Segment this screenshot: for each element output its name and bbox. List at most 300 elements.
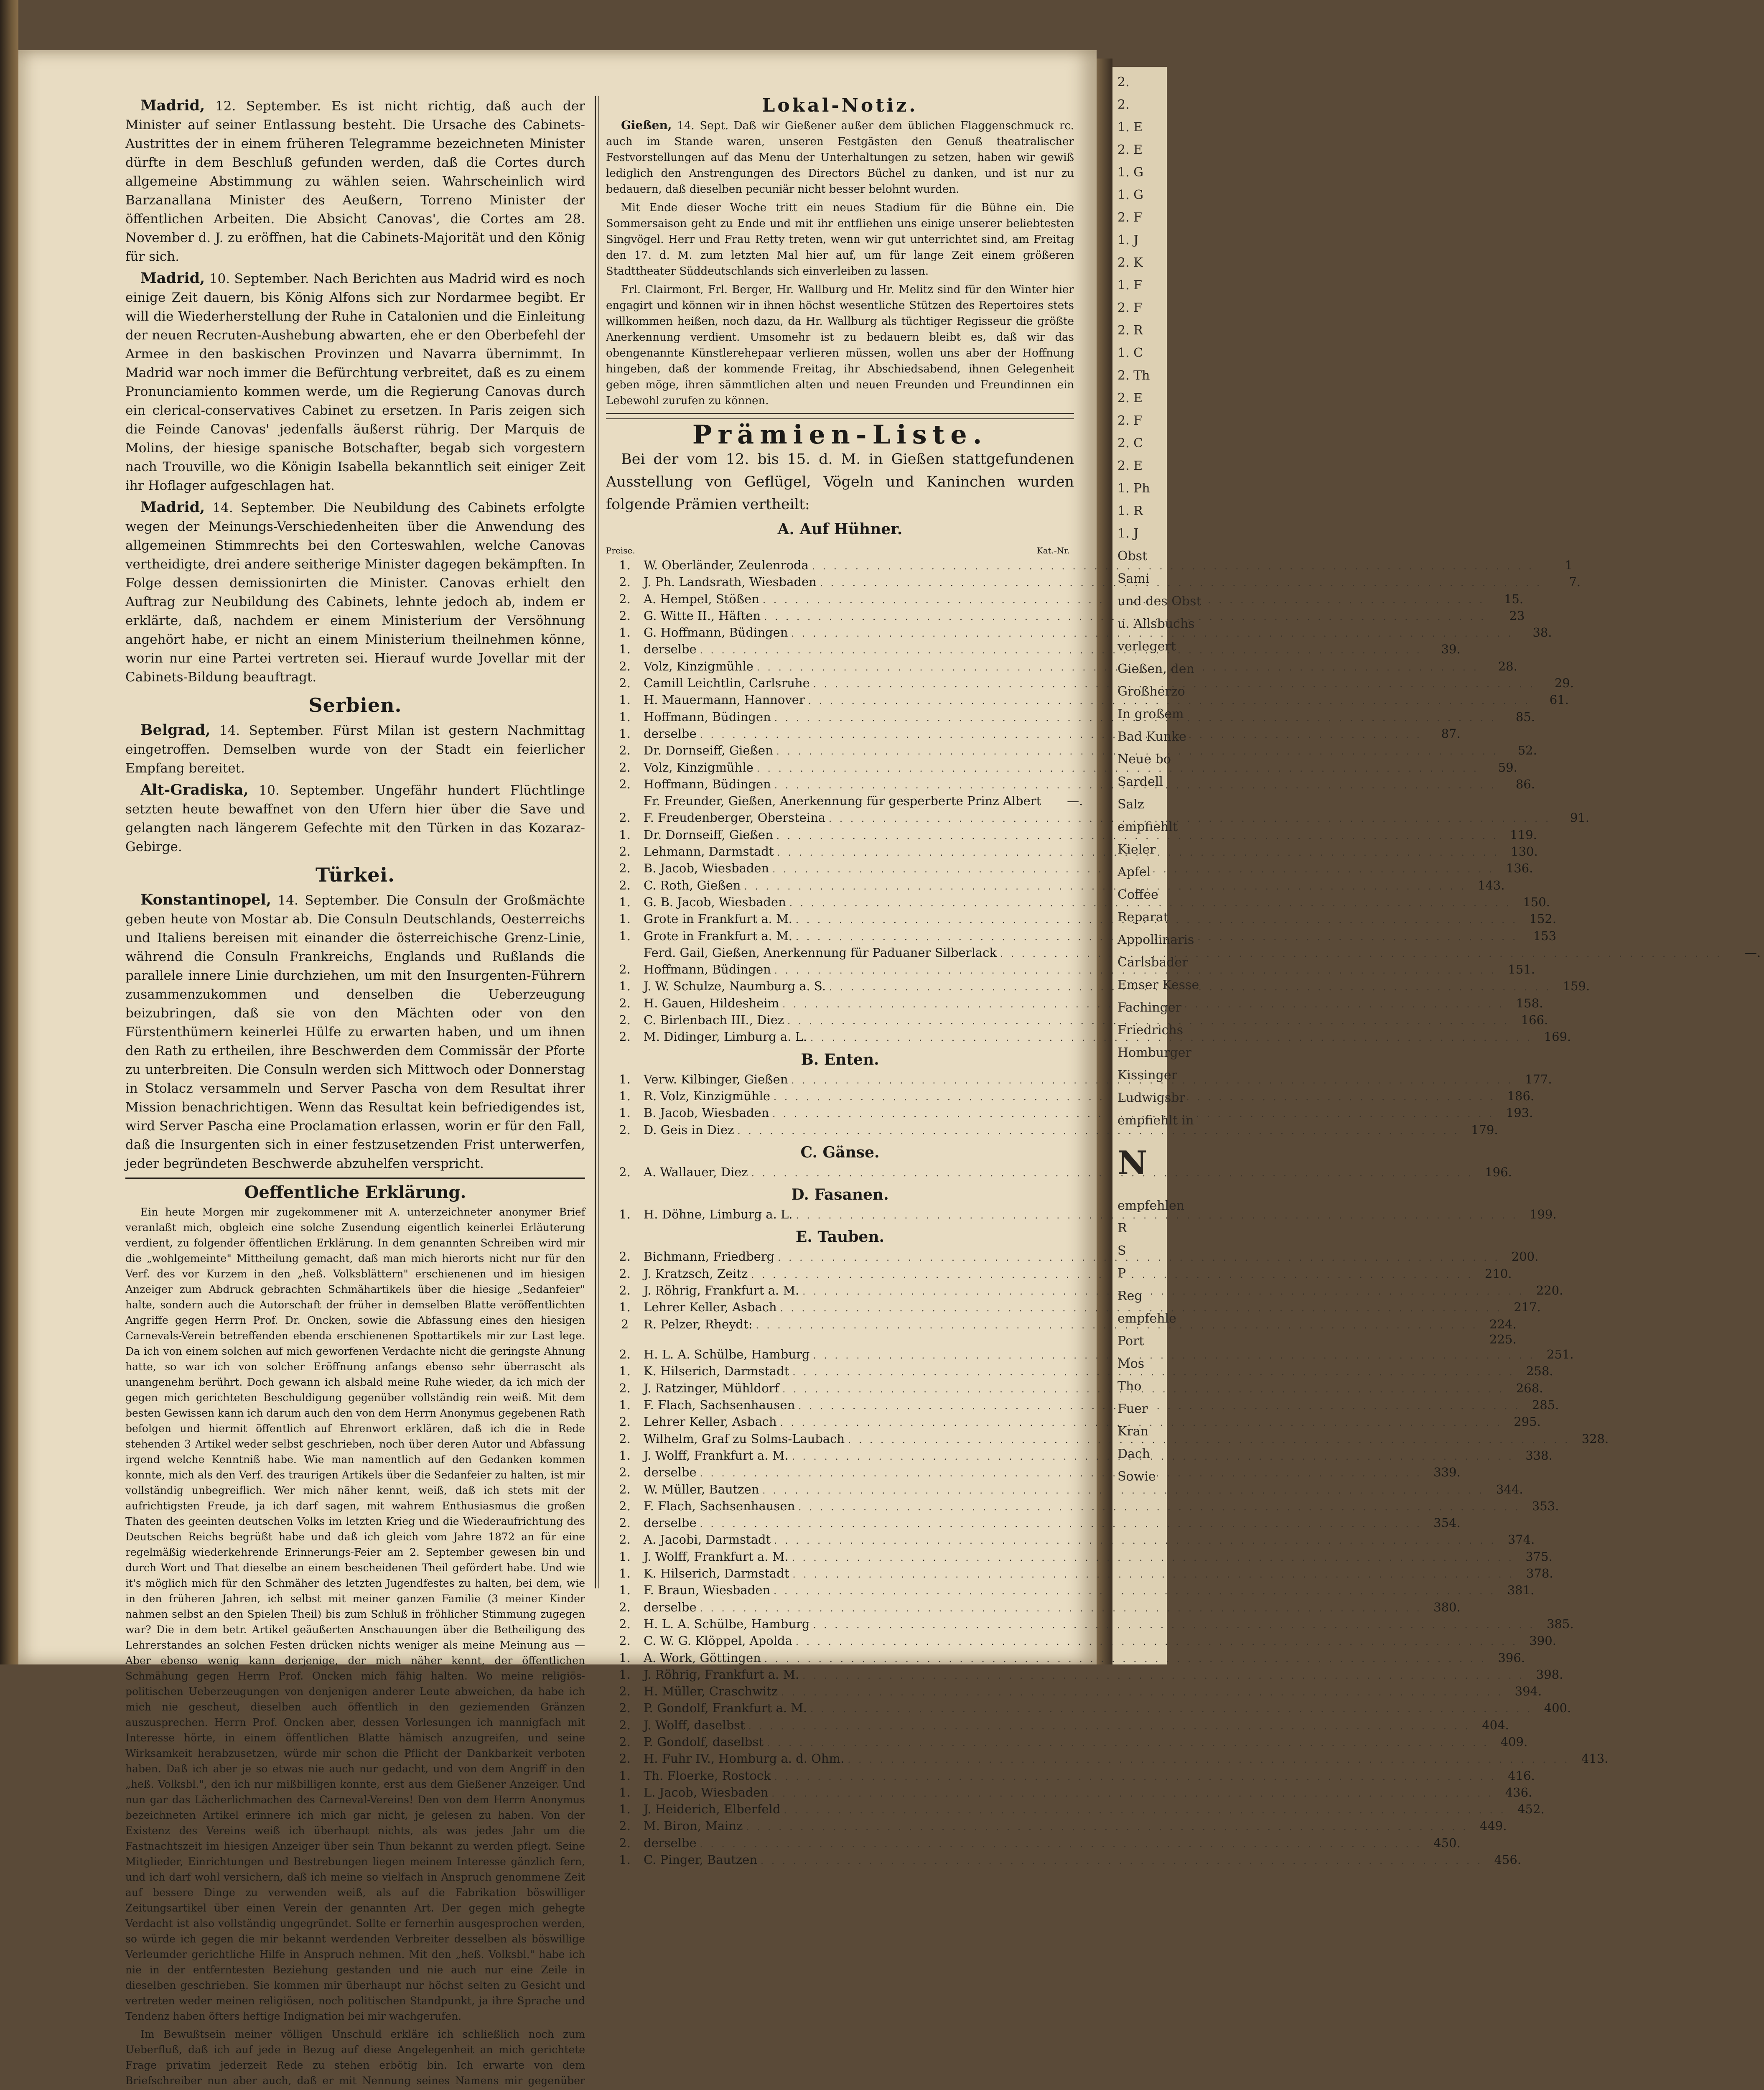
leader-dots — [771, 1787, 1494, 1802]
neighbor-text: 2. F — [1117, 301, 1142, 315]
leader-dots — [810, 1702, 1532, 1717]
local-news-title: Lokal-Notiz. — [762, 95, 918, 116]
leader-dots — [774, 778, 1497, 793]
prize-winner: derselbe — [644, 642, 697, 657]
prize-rank: 2. — [619, 1122, 631, 1137]
news-item — [125, 721, 585, 778]
neighbor-text: 1. C — [1117, 346, 1143, 360]
neighbor-text: Homburger — [1117, 1045, 1191, 1060]
prize-winner: J. Kratzsch, Zeitz — [644, 1266, 748, 1281]
prize-row — [606, 895, 1550, 911]
leader-dots — [774, 963, 1497, 979]
catalog-number: 374. — [1507, 1532, 1535, 1547]
neighbor-text: 2. — [1117, 97, 1130, 112]
leader-dots — [798, 1500, 1520, 1515]
leader-dots — [774, 1584, 1496, 1599]
prize-rank: 2. — [619, 1030, 631, 1044]
catalog-number: 151. — [1508, 962, 1535, 977]
prize-rank: 2. — [619, 844, 631, 859]
prize-winner: derselbe — [644, 726, 697, 741]
prize-rank: 2. — [619, 1465, 631, 1480]
prize-rank: 1. — [619, 1667, 631, 1682]
prize-winner: H. Mauermann, Hannover — [644, 693, 805, 707]
prize-winner: D. Geis in Diez — [644, 1122, 734, 1137]
neighbor-text: verlegert — [1117, 639, 1176, 654]
catalog-number: 456. — [1494, 1853, 1522, 1867]
news-text: Die Neubildung des Cabinets erfolgte wegen der Meinungs-Verschiedenheiten über die Anwendung des allgemeinen Stimmrechts bei den Corteswahlen, welche Canovas vertheidigte, drei andere seitherige Minister dagegen bekämpften. In Folge dessen demissionirten die Minister. Canovas erhielt den Auftrag zur Neubildung des Cabinets, lehnte jedoch ab, indem er erklärte, daß, nachdem er einem Ministerium der Versöhnung angehört habe, er nicht an einem Ministerium theilnehmen könne, worin nur eine Partei vertreten sei. Hierauf wurde Jovellar mit der Cabinets-Bildung beauftragt. — [125, 500, 585, 685]
news-date: 14. September. — [277, 893, 380, 908]
leader-dots — [746, 1820, 1468, 1835]
catalog-number: 28. — [1498, 659, 1517, 673]
leader-dots — [776, 744, 1499, 760]
neighbor-text: u. Allsbuchs — [1117, 617, 1195, 631]
prize-rank: 2. — [619, 1616, 631, 1631]
catalog-number: 354. — [1433, 1516, 1461, 1530]
prize-winner: derselbe — [644, 1465, 697, 1480]
neighbor-text: 2. E — [1117, 391, 1143, 405]
prize-row — [606, 760, 1517, 777]
catalog-number: 177. — [1525, 1072, 1552, 1086]
prize-row — [606, 1616, 1574, 1633]
neighbor-text: empfiehlt — [1117, 820, 1178, 834]
prize-rank: 2. — [619, 575, 631, 589]
prize-winner: J. Wolff, daselbst — [644, 1718, 745, 1732]
leader-dots — [776, 829, 1499, 844]
neighbor-text: 1. Ph — [1117, 481, 1150, 496]
prize-row — [606, 1364, 1553, 1380]
prize-rank: 2. — [619, 878, 631, 892]
leader-dots — [772, 1107, 1494, 1122]
neighbor-text: Friedrichs — [1117, 1023, 1184, 1037]
catalog-number: 136. — [1506, 861, 1533, 876]
catalog-number: 1 — [1565, 558, 1573, 572]
leader-dots — [813, 677, 1535, 692]
neighbor-text: 2. F — [1117, 210, 1142, 225]
prize-winner: F. Flach, Sachsenhausen — [644, 1398, 795, 1412]
neighbor-text: Fuer — [1117, 1402, 1148, 1416]
dateline: Madrid, — [140, 499, 205, 516]
prize-row — [606, 1734, 1528, 1751]
catalog-number: 338. — [1525, 1448, 1553, 1463]
column-rule-inner — [598, 96, 599, 1588]
leader-dots — [700, 643, 1422, 658]
neighbor-initial: N — [1117, 1144, 1148, 1182]
catalog-number: 61. — [1549, 693, 1569, 707]
catalog-number: 217. — [1514, 1300, 1541, 1315]
prize-row — [606, 1650, 1525, 1667]
leader-dots — [796, 1208, 1518, 1223]
catalog-number: 258. — [1526, 1364, 1553, 1379]
prize-row — [606, 1300, 1541, 1316]
prize-winner: Bichmann, Friedberg — [644, 1249, 775, 1264]
prize-rank: 1. — [619, 1566, 631, 1581]
prize-rank: 2. — [619, 811, 631, 825]
leader-dots — [796, 930, 1518, 945]
catalog-number: 158. — [1516, 996, 1543, 1010]
prize-rank: 2. — [619, 1516, 631, 1530]
leader-dots — [700, 1517, 1422, 1532]
leader-dots — [778, 1251, 1500, 1266]
catalog-number: 38. — [1532, 625, 1552, 640]
news-text: Fürst Milan ist gestern Nachmittag eingetroffen. Demselben wurde von der Stadt ein feierlicher Empfang bereitet. — [125, 723, 585, 776]
prize-winner: F. Freudenberger, Obersteina — [644, 811, 825, 825]
catalog-number: 385. — [1546, 1616, 1574, 1631]
leader-dots — [792, 1450, 1514, 1465]
prize-winner: R. Pelzer, Rheydt: — [644, 1317, 753, 1331]
neighbor-text: 1. F — [1117, 278, 1142, 293]
leader-dots — [748, 1719, 1471, 1734]
prize-rank: 2. — [619, 1415, 631, 1429]
catalog-number: 85. — [1515, 709, 1535, 724]
declaration-paragraph: Ein heute Morgen mir zugekommener mit A. unterzeichneter anonymer Brief veranlaßt mich, obgleich eine solche Zusendung eigentlich keinerlei Erläuterung verdient, zu folgender öffentlichen Erklärung. In dem genannten Schreiben wird mir die „wohlgemeinte" Mittheilung gemacht, daß man mich hierorts nicht nur für den Verf. des vor Kurzem in den „heß. Volksblättern" erschienenen und im hiesigen Anzeiger zum Abdruck gebrachten Schmähartikels über die hiesige „Sedanfeier" halte, sondern auch die Autorschaft der früher in demselben Blatte veröffentlichten Angriffe gegen Herrn Prof. Dr. Oncken, sowie die Abfassung eines den hiesigen Carnevals-Verein betreffenden ebenda erschienenen Spottartikels mir zur Last lege. Da ich von einem solchen auf mich geworfenen Verdachte nicht die geringste Ahnung hatte, so war ich von solcher Eröffnung anfangs ebenso sehr überrascht als unangenehm berührt. Doch gewann ich alsbald meine Ruhe wieder, da ich mich der gegen mich gerichteten Beschuldigung gegenüber vollständig rein weiß. Mit dem besten Gewissen kann ich darum auch den von dem Herrn Anonymus gegebenen Rath befolgen und hiermit öffentlich auf Ehrenwort erklären, daß ich die in Rede stehenden 3 Artikel weder selbst geschrieben, noch über deren Autor und Abfassung irgend welche Kenntniß habe. Wie man namentlich auf den Gedanken kommen konnte, mich als den Verf. des traurigen Artikels über die Sedanfeier zu halten, ist mir vollständig unbegreiflich. Wer mich näher kennt, weiß, daß ich stets mit der aufrichtigsten Freude, ja ich darf sagen, mit wahrem Enthusiasmus die großen Thaten des geeinten deutschen Volks im letzten Krieg und die Wiederaufrichtung des Deutschen Reichs begrüßt habe und daß ich gleich vom Jahre 1872 an für eine regelmäßig wiederkehrende Erinnerungs-Feier am 2. September gewesen bin und durch Wort und That dieselbe an einem bescheidenen Theil gefördert habe. Und wie it's möglich mich für den Schmäher des letzten Jugendfestes zu halten, bei dem, wie in den früheren Jahren, ich selbst mit meiner ganzen Familie (3 meiner Kinder nahmen selbst an den Spielen Theil) bis zum Schluß in fröhlicher Stimmung zugegen war? Die in dem betr. Artikel geäußerten Anschauungen über die Betheiligung des Lehrerstandes an solchen Festen drücken nichts weniger als meine Meinung aus — Aber ebenso wenig kann derjenige, der mich näher kennt, der öffentlichen Schmähung gegen Herrn Prof. Oncken mich fähig halten. Wo meine religiös-politischen Ueberzeugungen von denjenigen anderer Leute abweichen, da habe ich mich nie gescheut, dieselben auch öffentlich in den geziemenden Gränzen auszusprechen. Herrn Prof. Oncken aber, dessen Vorlesungen ich mannigfach mit Interesse hörte, in einem öffentlichen Blatte hämisch anzugreifen, und seine Wirksamkeit herabzusetzen, würde mir schon die Pflicht der Dankbarkeit verboten haben. Daß ich aber je so etwas nie auch nur gedacht, und von dem Angriff in den „heß. Volksbl.", den ich nur mißbilligen konnte, erst aus dem Gießener Anzeiger. Und nun gar das Lächerlichmachen des Carneval-Vereins! Den von dem Herrn Anonymus bezeichneten Artikel erinnere ich mich gar nicht, je gelesen zu haben. Von der Existenz des Vereins weiß ich überhaupt nichts, als was jedes Jahr um die Fastnachtszeit im hiesigen Anzeiger über sein Thun bekannt zu werden pflegt. Seine Mitglieder, Einrichtungen und Bestrebungen liegen meinem Interesse gänzlich fern, und ich darf wohl versichern, daß ich meine so vielfach in Anspruch genommene Zeit auf bessere Dinge zu verwenden weiß, als auf die Fabrikation böswilliger Zeitungsartikel über einen Verein der genannten Art. Der gegen mich gehegte Verdacht ist also vollständig ungegründet. Sollte er fernerhin ausgesprochen werden, so würde ich gegen die mir bekannt werdenden Verbreiter desselben als böswillige Verleumder gerichtliche Hilfe in Anspruch nehmen. Mit den „heß. Volksbl." habe ich nie in der entferntesten Beziehung gestanden und nie auch nur eine Zeile in dieselben geschrieben. Sie kommen mir überhaupt nur höchst selten zu Gesicht und vertreten weder meinen religiösen, noch politischen Standpunkt, ja ihre Sprache und Tendenz haben öfters heftige Indignation bei mir wachgerufen. — [125, 1206, 585, 2022]
prize-winner: C. Birlenbach III., Diez — [644, 1013, 784, 1027]
neighbor-text: und des Obst — [1117, 594, 1201, 609]
leader-dots — [810, 1031, 1532, 1046]
catalog-number: 193. — [1506, 1106, 1533, 1120]
catalog-number: 169. — [1544, 1030, 1571, 1044]
neighbor-text: Mos — [1117, 1356, 1145, 1371]
prize-winner: Wilhelm, Graf zu Solms-Laubach — [644, 1431, 845, 1446]
news-item — [125, 96, 585, 266]
prize-rank: 2. — [619, 1381, 631, 1395]
neighbor-text: In großem — [1117, 707, 1184, 721]
neighbor-text: 2. R — [1117, 323, 1143, 338]
news-text: Ungefähr hundert Flüchtlinge setzten heute bewaffnet von den Ufern hier über die Save und gelangten nach längerem Gefechte mit den Türken in das Kozaraz-Gebirge. — [125, 783, 585, 854]
prize-rank: 1. — [619, 1300, 631, 1315]
leader-dots — [777, 846, 1499, 861]
leader-dots — [848, 1433, 1570, 1448]
leader-dots — [774, 711, 1497, 726]
prize-row — [606, 1122, 1498, 1139]
prize-row — [606, 1852, 1522, 1869]
neighbor-text: Kieler — [1117, 842, 1156, 857]
prize-category-title: D. Fasanen. — [791, 1186, 889, 1204]
prize-row — [606, 1549, 1553, 1566]
news-item — [125, 890, 585, 1173]
prize-rank: 2. — [619, 1600, 631, 1614]
neighbor-text: Neue bo — [1117, 752, 1171, 767]
prize-winner: derselbe — [644, 1600, 697, 1614]
dateline: Konstantinopel, — [140, 891, 271, 908]
news-date: 14. September. — [212, 500, 316, 515]
leader-dots — [751, 1268, 1473, 1283]
prize-rank: 2. — [619, 608, 631, 623]
prize-rank: 1. — [619, 1549, 631, 1564]
prize-rank: 2. — [619, 962, 631, 977]
prize-rank: 2. — [619, 1249, 631, 1264]
neighbor-spacer — [1112, 67, 1167, 71]
catalog-number: 150. — [1523, 895, 1550, 909]
neighbor-text: Reg — [1117, 1289, 1143, 1303]
prize-winner: L. Jacob, Wiesbaden — [644, 1785, 769, 1799]
catalog-number: 152. — [1529, 912, 1557, 926]
neighbor-text: R — [1117, 1221, 1127, 1236]
neighbor-text: Sardell — [1117, 775, 1163, 789]
left-column — [125, 96, 585, 2090]
leader-dots — [820, 576, 1542, 591]
leader-dots — [813, 1348, 1535, 1364]
prize-row — [606, 1566, 1553, 1583]
neighbor-text: Emser Kesse — [1117, 978, 1199, 992]
dateline: Gießen, — [621, 118, 672, 132]
neighbor-text: 1. J — [1117, 526, 1139, 541]
prize-row — [606, 692, 1569, 709]
catalog-number: 179. — [1471, 1122, 1498, 1137]
leader-dots — [829, 980, 1551, 995]
prize-rank: 1. — [619, 1072, 631, 1086]
leader-dots — [762, 1483, 1484, 1499]
prize-winner: G. Witte II., Häften — [644, 608, 761, 623]
catalog-number: 23 — [1509, 608, 1525, 623]
catalog-number: 153 — [1533, 928, 1557, 943]
catalog-number: 7. — [1569, 575, 1581, 589]
leader-dots — [787, 1014, 1509, 1029]
prize-winner: J. Ratzinger, Mühldorf — [644, 1381, 779, 1395]
prize-winner: Hoffmann, Büdingen — [644, 777, 771, 791]
leader-dots — [802, 1285, 1525, 1300]
prize-winner: M. Biron, Mainz — [644, 1819, 743, 1833]
news-text: Daß wir Gießener außer dem üblichen Flaggenschmuck rc. auch im Stande waren, unseren Festgästen den Genuß theatralischer Festvorstellungen auf das Menu der Unterhaltungen zu setzen, haben wir gewiß lediglich den Anstrengungen des Directors Büchel zu danken, und ist nur zu bedauern, daß dieselben pecuniär nicht besser belohnt wurden. — [606, 120, 1074, 196]
leader-dots — [764, 1652, 1487, 1667]
catalog-number: 52. — [1517, 743, 1537, 758]
dateline: Madrid, — [140, 97, 205, 114]
neighbor-text: Dach — [1117, 1447, 1151, 1461]
prize-winner: J. Röhrig, Frankfurt a. M. — [644, 1667, 799, 1682]
catalog-number: 344. — [1496, 1482, 1523, 1496]
prize-rank: 1. — [619, 693, 631, 707]
neighbor-text: 1. J — [1117, 233, 1139, 247]
prize-winner: Lehrer Keller, Asbach — [644, 1300, 777, 1315]
prize-rank: 2. — [619, 1835, 631, 1850]
prize-row — [606, 1515, 1461, 1532]
prize-winner: M. Didinger, Limburg a. L. — [644, 1030, 807, 1044]
prize-winner: A. Jacobi, Darmstadt — [644, 1532, 771, 1547]
prize-winner: Verw. Kilbinger, Gießen — [644, 1072, 788, 1086]
catalog-number: 452. — [1517, 1802, 1545, 1817]
prize-row — [606, 558, 1573, 574]
neighbor-text: Tho — [1117, 1379, 1142, 1394]
prize-winner: Hoffmann, Büdingen — [644, 709, 771, 724]
prize-row — [606, 945, 1761, 962]
prize-row — [606, 1249, 1539, 1266]
prize-winner: C. W. G. Klöppel, Apolda — [644, 1634, 792, 1648]
prize-winner: G. Hoffmann, Büdingen — [644, 625, 788, 640]
catalog-number: 166. — [1521, 1013, 1548, 1027]
neighbor-text: Kissinger — [1117, 1068, 1178, 1083]
prize-row — [606, 1751, 1609, 1768]
dateline: Alt-Gradiska, — [140, 781, 249, 798]
prize-winner: H. Fuhr IV., Homburg a. d. Ohm. — [644, 1751, 845, 1766]
prize-row — [606, 1207, 1557, 1223]
leader-dots — [757, 762, 1479, 777]
leader-dots — [1000, 947, 1722, 962]
prize-row — [606, 1482, 1523, 1499]
prize-winner: derselbe — [644, 1835, 697, 1850]
leader-dots — [782, 997, 1504, 1012]
catalog-number: 413. — [1581, 1751, 1609, 1766]
catalog-number: 375. — [1525, 1549, 1553, 1564]
catalog-number: 400. — [1544, 1701, 1571, 1715]
catalog-number: 119. — [1510, 827, 1537, 842]
prize-winner: G. B. Jacob, Wiesbaden — [644, 895, 786, 909]
neighbor-text: 1. G — [1117, 188, 1144, 202]
leader-dots — [772, 862, 1494, 877]
prize-winner: Lehrer Keller, Asbach — [644, 1415, 777, 1429]
neighbor-text: Carlsbader — [1117, 955, 1188, 970]
prize-row — [606, 1718, 1509, 1734]
prize-winner: H. L. A. Schülbe, Hamburg — [644, 1347, 810, 1362]
neighbor-text: Obst — [1117, 549, 1148, 563]
catalog-number: 87. — [1441, 726, 1461, 741]
catalog-number: 285. — [1532, 1398, 1559, 1412]
prize-row — [606, 1802, 1545, 1818]
catalog-number: 378. — [1526, 1566, 1553, 1581]
prize-winner: Volz, Kinzigmühle — [644, 659, 753, 673]
leader-dots — [792, 1551, 1514, 1566]
prize-rank: 2. — [619, 1701, 631, 1715]
leader-dots — [784, 1803, 1506, 1818]
neighbor-text: Salz — [1117, 797, 1144, 812]
leader-dots — [700, 1837, 1422, 1852]
prize-rank: 1. — [619, 1768, 631, 1783]
prize-winner: derselbe — [644, 1516, 697, 1530]
neighbor-text: 1. G — [1117, 165, 1144, 180]
leader-dots — [767, 1736, 1489, 1751]
prize-rank: 1. — [619, 625, 631, 640]
leader-dots — [738, 1124, 1460, 1139]
prize-rank: 2. — [619, 1634, 631, 1648]
leader-dots — [764, 610, 1486, 625]
prize-rank: 2. — [619, 777, 631, 791]
leader-dots — [791, 627, 1513, 642]
prize-category-title: B. Enten. — [801, 1050, 879, 1068]
neighbor-text: Kran — [1117, 1424, 1148, 1439]
prize-winner: B. Jacob, Wiesbaden — [644, 861, 769, 876]
prize-winner: J. W. Schulze, Naumburg a. S. — [644, 979, 826, 994]
leader-dots — [813, 1618, 1535, 1633]
prize-winner: J. Wolff, Frankfurt a. M. — [644, 1448, 789, 1463]
prize-row — [606, 1583, 1535, 1599]
section-rule — [606, 413, 1074, 414]
prize-winner: J. Heiderich, Elberfeld — [644, 1802, 781, 1817]
leader-dots — [780, 1416, 1502, 1431]
catalog-number: 409. — [1500, 1735, 1528, 1749]
news-text: Nach Berichten aus Madrid wird es noch einige Zeit dauern, bis König Alfons sich zur Nordarmee begibt. Er will die Wiederherstellung der Ruhe in Catalonien und die Einleitung der neuen Recruten-Aushebung abwarten, ehe er den Oberbefehl der Armee in den baskischen Provinzen und Navarra übernimmt. In Madrid war noch immer die Befürchtung verbreitet, daß es zu einem Pronunciamiento kommen werde, um die Regierung Canovas durch ein clerical-conservatives Cabinet zu ersetzen. In Paris zeigen sich die Feinde Canovas' jedenfalls äußerst rührig. Der Marquis de Molins, der hiesige spanische Botschafter, begab sich vorgestern nach Trouville, wo die Königin Isabella bekanntlich seit einiger Zeit ihr Hoflager aufgeschlagen hat. — [125, 271, 585, 493]
prize-row — [606, 1835, 1461, 1852]
prize-rank: 2. — [619, 1013, 631, 1027]
catalog-number: 353. — [1532, 1499, 1559, 1513]
prize-winner: Th. Floerke, Rostock — [644, 1768, 771, 1783]
prize-winner: J. Ph. Landsrath, Wiesbaden — [644, 575, 817, 589]
news-text: Die Consuln der Großmächte geben heute von Mostar ab. Die Consuln Deutschlands, Oesterreichs und Italiens bereisen mit einander die österreichische Grenz-Linie, während die Consuln Frankreichs, Englands und Rußlands die parallele innere Linie durchziehen, um mit den Insurgenten-Führern zusammenzukommen und denselben die Ueberzeugung beizubringen, daß sie von den Mächten oder von den Fürstenthümern keinerlei Hülfe zu erwarten haben, und um ihnen den Rath zu ertheilen, ihre Beschwerden dem Commissär der Pforte zu unterbreiten. Die Consuln werden sich Mittwoch oder Donnerstag in Stolacz versammeln und Server Pascha von dem Resultat ihrer Mission benachrichtigen. Wenn das Resultat kein befriedigendes ist, wird Server Pascha eine Proclamation erlassen, worin er für den Fall, daß die Insurgenten sich in einer festzusetzenden Frist unterwerfen, jeder begründeten Beschwerde abzuhelfen verspricht. — [125, 893, 585, 1171]
prize-winner: Camill Leichtlin, Carlsruhe — [644, 676, 810, 691]
leader-dots — [792, 1365, 1515, 1380]
prize-category-title: E. Tauben. — [795, 1228, 885, 1246]
leader-dots — [781, 1685, 1503, 1700]
prize-rank: 1. — [619, 558, 631, 572]
leader-dots — [763, 593, 1485, 608]
neighbor-text: Ludwigsbr — [1117, 1091, 1185, 1105]
neighbor-text: Bad Kunke — [1117, 729, 1186, 744]
catalog-number: 268. — [1516, 1381, 1543, 1395]
prize-row — [606, 1532, 1535, 1549]
catalog-number: 210. — [1484, 1266, 1512, 1281]
prize-row — [606, 1633, 1556, 1650]
news-date: 14. Sept. — [677, 120, 728, 132]
leader-dots — [757, 660, 1479, 675]
local-news-paragraph: Frl. Clairmont, Frl. Berger, Hr. Wallburg und Hr. Melitz sind für den Winter hier engagirt und können wir in ihnen höchst wesentliche Stützen des Repertoires stets willkommen heißen, noch dazu, da Hr. Wallburg als tüchtiger Regisseur die größte Anerkennung verdient. Umsomehr ist zu bedauern bleibt es, daß wir das obengenannte Künstlerehepaar verlieren müssen, wollen uns aber der Hoffnung hingeben, daß der kommende Freitag, ihr Abschiedsabend, ihnen Gelegenheit geben möge, ihren sämmtlichen alten und neuen Freunden und Freundinnen ein Lebewohl zurufen zu können. — [606, 283, 1074, 407]
prize-winner: H. Müller, Craschwitz — [644, 1684, 778, 1699]
catalog-number: 398. — [1536, 1667, 1563, 1682]
prize-winner: J. Röhrig, Frankfurt a. M. — [644, 1283, 799, 1297]
prize-winner: H. Döhne, Limburg a. L. — [644, 1207, 793, 1222]
neighbor-text: 2. E — [1117, 143, 1143, 157]
prize-rank: 1. — [619, 895, 631, 909]
prize-winner: Dr. Dornseiff, Gießen — [644, 743, 773, 758]
catalog-number: 199. — [1530, 1207, 1557, 1222]
prize-winner: Ferd. Gail, Gießen, Anerkennung für Paduaner Silberlack — [644, 945, 997, 960]
prize-row — [606, 1700, 1571, 1717]
prize-rank: 2. — [619, 996, 631, 1010]
section-rule — [125, 1178, 585, 1179]
catalog-number: 39. — [1441, 642, 1461, 657]
prize-row — [606, 1818, 1507, 1835]
prize-rank: 1. — [619, 1650, 631, 1665]
catalog-number: 449. — [1479, 1819, 1507, 1833]
prize-winner: Volz, Kinzigmühle — [644, 760, 753, 775]
prize-row — [606, 1667, 1563, 1684]
prize-rank: 2. — [619, 1431, 631, 1446]
prize-rank: 1. — [619, 912, 631, 926]
prize-winner: F. Braun, Wiesbaden — [644, 1583, 771, 1598]
leader-dots — [812, 559, 1534, 574]
prize-category-title: C. Gänse. — [800, 1143, 880, 1161]
prize-rank: 1. — [619, 928, 631, 943]
news-date: 14. September. — [219, 723, 324, 738]
prize-rank: 2. — [619, 861, 631, 876]
leader-dots — [796, 913, 1518, 928]
leader-dots — [780, 1301, 1502, 1316]
prize-winner: K. Hilserich, Darmstadt — [644, 1364, 789, 1379]
neighbor-text: empfehlen — [1117, 1198, 1185, 1213]
prize-rank: 1. — [619, 709, 631, 724]
prize-rank: 2. — [619, 1819, 631, 1833]
leader-dots — [761, 1854, 1483, 1869]
leader-dots — [744, 879, 1466, 895]
prize-rank: 2. — [619, 676, 631, 691]
prize-row — [606, 1768, 1535, 1785]
catalog-number: 404. — [1482, 1718, 1509, 1732]
neighbor-text: Coffee — [1117, 887, 1158, 902]
leader-dots — [792, 1568, 1515, 1583]
neighbor-text: empfiehlt in — [1117, 1113, 1194, 1128]
catalog-number: 159. — [1563, 979, 1590, 994]
catalog-number: 394. — [1515, 1684, 1542, 1699]
catalog-number: —. — [1067, 794, 1083, 808]
prize-list-intro: Bei der vom 12. bis 15. d. M. in Gießen stattgefundenen Ausstellung von Geflügel, Vögeln und Kaninchen wurden folgende Prämien vertheilt: — [606, 451, 1074, 513]
catalog-number: 436. — [1505, 1785, 1532, 1799]
catalog-number: 251. — [1546, 1347, 1574, 1362]
prize-rank: 2 — [621, 1317, 629, 1331]
catalog-number: 196. — [1485, 1165, 1512, 1179]
catalog-number: 91. — [1570, 811, 1590, 825]
prize-rank: 1. — [619, 827, 631, 842]
leader-dots — [796, 1635, 1518, 1650]
catalog-number: 15. — [1504, 591, 1524, 606]
prize-row — [606, 1684, 1542, 1700]
leader-dots — [802, 1669, 1525, 1684]
prize-winner: F. Flach, Sachsenhausen — [644, 1499, 795, 1513]
